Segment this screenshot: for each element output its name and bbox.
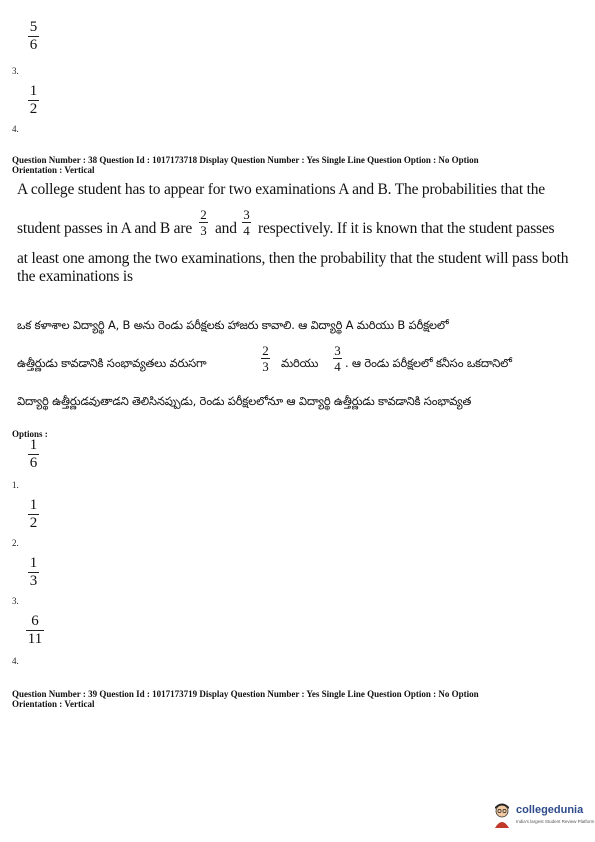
fraction-3-4	[242, 208, 251, 237]
telugu-text-line: విద్యార్థి ఉత్తీర్ణుడవుతాడని తెలిసినప్పుడు, రెండు పరీక్షలలోనూ ఆ విద్యార్థి ఉత్తీర్ణుడు కావడానికి సంభావ్యత	[17, 394, 472, 408]
option-number: 1.	[12, 480, 19, 490]
prev-option-number: 3.	[12, 66, 19, 76]
numerator: 5	[29, 19, 38, 35]
denominator: 11	[27, 631, 43, 647]
telugu-text-line: ఒక కళాశాల విద్యార్థి A, B అను రెండు పరీక్షలకు హాజరు కావాలి. ఆ విద్యార్థి A మరియు B పరీక్షలలో	[17, 318, 449, 332]
denominator: 6	[29, 37, 38, 53]
question-text-line: the examinations is	[17, 268, 133, 285]
option-number: 3.	[12, 596, 19, 606]
option-number: 4.	[12, 656, 19, 666]
numerator: 2	[262, 343, 269, 358]
denominator: 3	[29, 573, 38, 589]
denominator: 3	[200, 223, 207, 238]
numerator: 6	[31, 613, 39, 629]
denominator: 2	[29, 515, 38, 531]
numerator: 3	[243, 207, 250, 222]
logo-brand-text: collegedunia	[516, 804, 584, 816]
numerator: 1	[29, 497, 38, 513]
denominator: 4	[334, 359, 341, 374]
numerator: 1	[29, 555, 38, 571]
options-label: Options :	[12, 429, 48, 439]
question-orientation: Orientation : Vertical	[12, 699, 95, 709]
option-2-fraction[interactable]	[28, 498, 39, 531]
question-text-line-a: student passes in A and B are	[17, 220, 193, 237]
question-meta: Question Number : 39 Question Id : 1017173719 Display Question Number : Yes Single Line Question Option : No Option	[12, 689, 479, 699]
collegedunia-logo	[492, 800, 595, 834]
telugu-text-line-a: ఉత్తీర్ణుడు కావడానికి సంభావ్యతలు వరుసగా	[17, 356, 207, 370]
telugu-fraction-2-3	[261, 344, 270, 373]
numerator: 1	[29, 437, 38, 453]
telugu-text-and: మరియు	[281, 356, 319, 370]
question-orientation: Orientation : Vertical	[12, 165, 95, 175]
option-3-fraction[interactable]	[28, 556, 39, 589]
fraction-2-3	[199, 208, 208, 237]
denominator: 4	[243, 223, 250, 238]
question-meta: Question Number : 38 Question Id : 1017173718 Display Question Number : Yes Single Line Question Option : No Option	[12, 155, 479, 165]
denominator: 3	[262, 359, 269, 374]
prev-option-3-fraction	[28, 20, 39, 53]
question-text-and: and	[215, 220, 237, 237]
denominator: 6	[29, 455, 38, 471]
prev-option-number: 4.	[12, 124, 19, 134]
numerator: 1	[29, 83, 38, 99]
option-1-fraction[interactable]	[28, 438, 39, 471]
option-4-fraction[interactable]	[26, 614, 44, 647]
denominator: 2	[29, 101, 38, 117]
option-number: 2.	[12, 538, 19, 548]
numerator: 3	[334, 343, 341, 358]
prev-option-4-fraction	[28, 84, 39, 117]
question-text-line: at least one among the two examinations, then the probability that the student will pass both	[17, 250, 569, 267]
telugu-text-line-c: . ఆ రెండు పరీక్షలలో కనీసం ఒకదానిలో	[345, 356, 512, 370]
question-text-line-c: respectively. If it is known that the student passes	[258, 220, 555, 237]
student-avatar-icon	[492, 802, 512, 828]
question-text-line: A college student has to appear for two examinations A and B. The probabilities that the	[17, 181, 545, 198]
telugu-fraction-3-4	[333, 344, 342, 373]
numerator: 2	[200, 207, 207, 222]
logo-tagline: India's largest Student Review Platform	[516, 819, 595, 824]
